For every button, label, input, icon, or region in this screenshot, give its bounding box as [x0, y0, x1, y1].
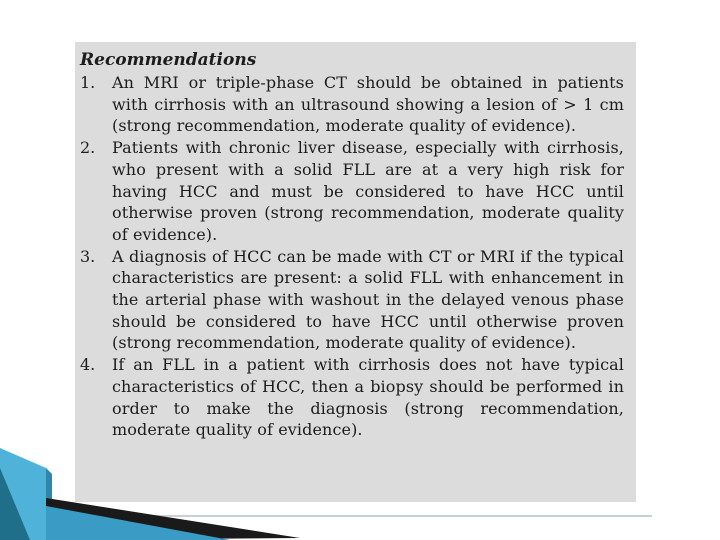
item-number: 3.: [80, 246, 96, 266]
item-text: If an FLL in a patient with cirrhosis does not have typical characteristics of HCC, then a biopsy should be performed in order to make the diagnosis (strong recommendation, moderate quality of evidence).: [112, 355, 624, 440]
slide-corner-decoration: [0, 440, 300, 540]
item-number: 1.: [80, 73, 96, 92]
item-number: 2.: [80, 138, 96, 158]
item-text: An MRI or triple-phase CT should be obtained in patients with cirrhosis with an ultrasound showing a lesion of > 1 cm (strong recommendation, moderate quality of evidence).: [112, 73, 624, 136]
item-number: 4.: [80, 355, 96, 375]
recommendations-excerpt: [75, 42, 636, 502]
recommendation-item-3: [80, 246, 624, 355]
item-text: Patients with chronic liver disease, especially with cirrhosis, who present with a solid FLL are at a very high risk for having HCC and must be considered to have HCC until otherwise proven (strong recommendation, moderate quality of evidence).: [112, 138, 624, 244]
section-heading: Recommendations: [80, 50, 257, 70]
recommendation-item-2: [80, 137, 624, 246]
recommendation-item-1: [80, 72, 624, 137]
recommendation-item-4: [80, 354, 624, 441]
item-text: A diagnosis of HCC can be made with CT or MRI if the typical characteristics are present: a solid FLL with enhancement in the arterial phase with washout in the delayed venous phase should be considered to have HCC until otherwise proven (strong recommendation, moderate quality of evidence).: [112, 246, 624, 353]
